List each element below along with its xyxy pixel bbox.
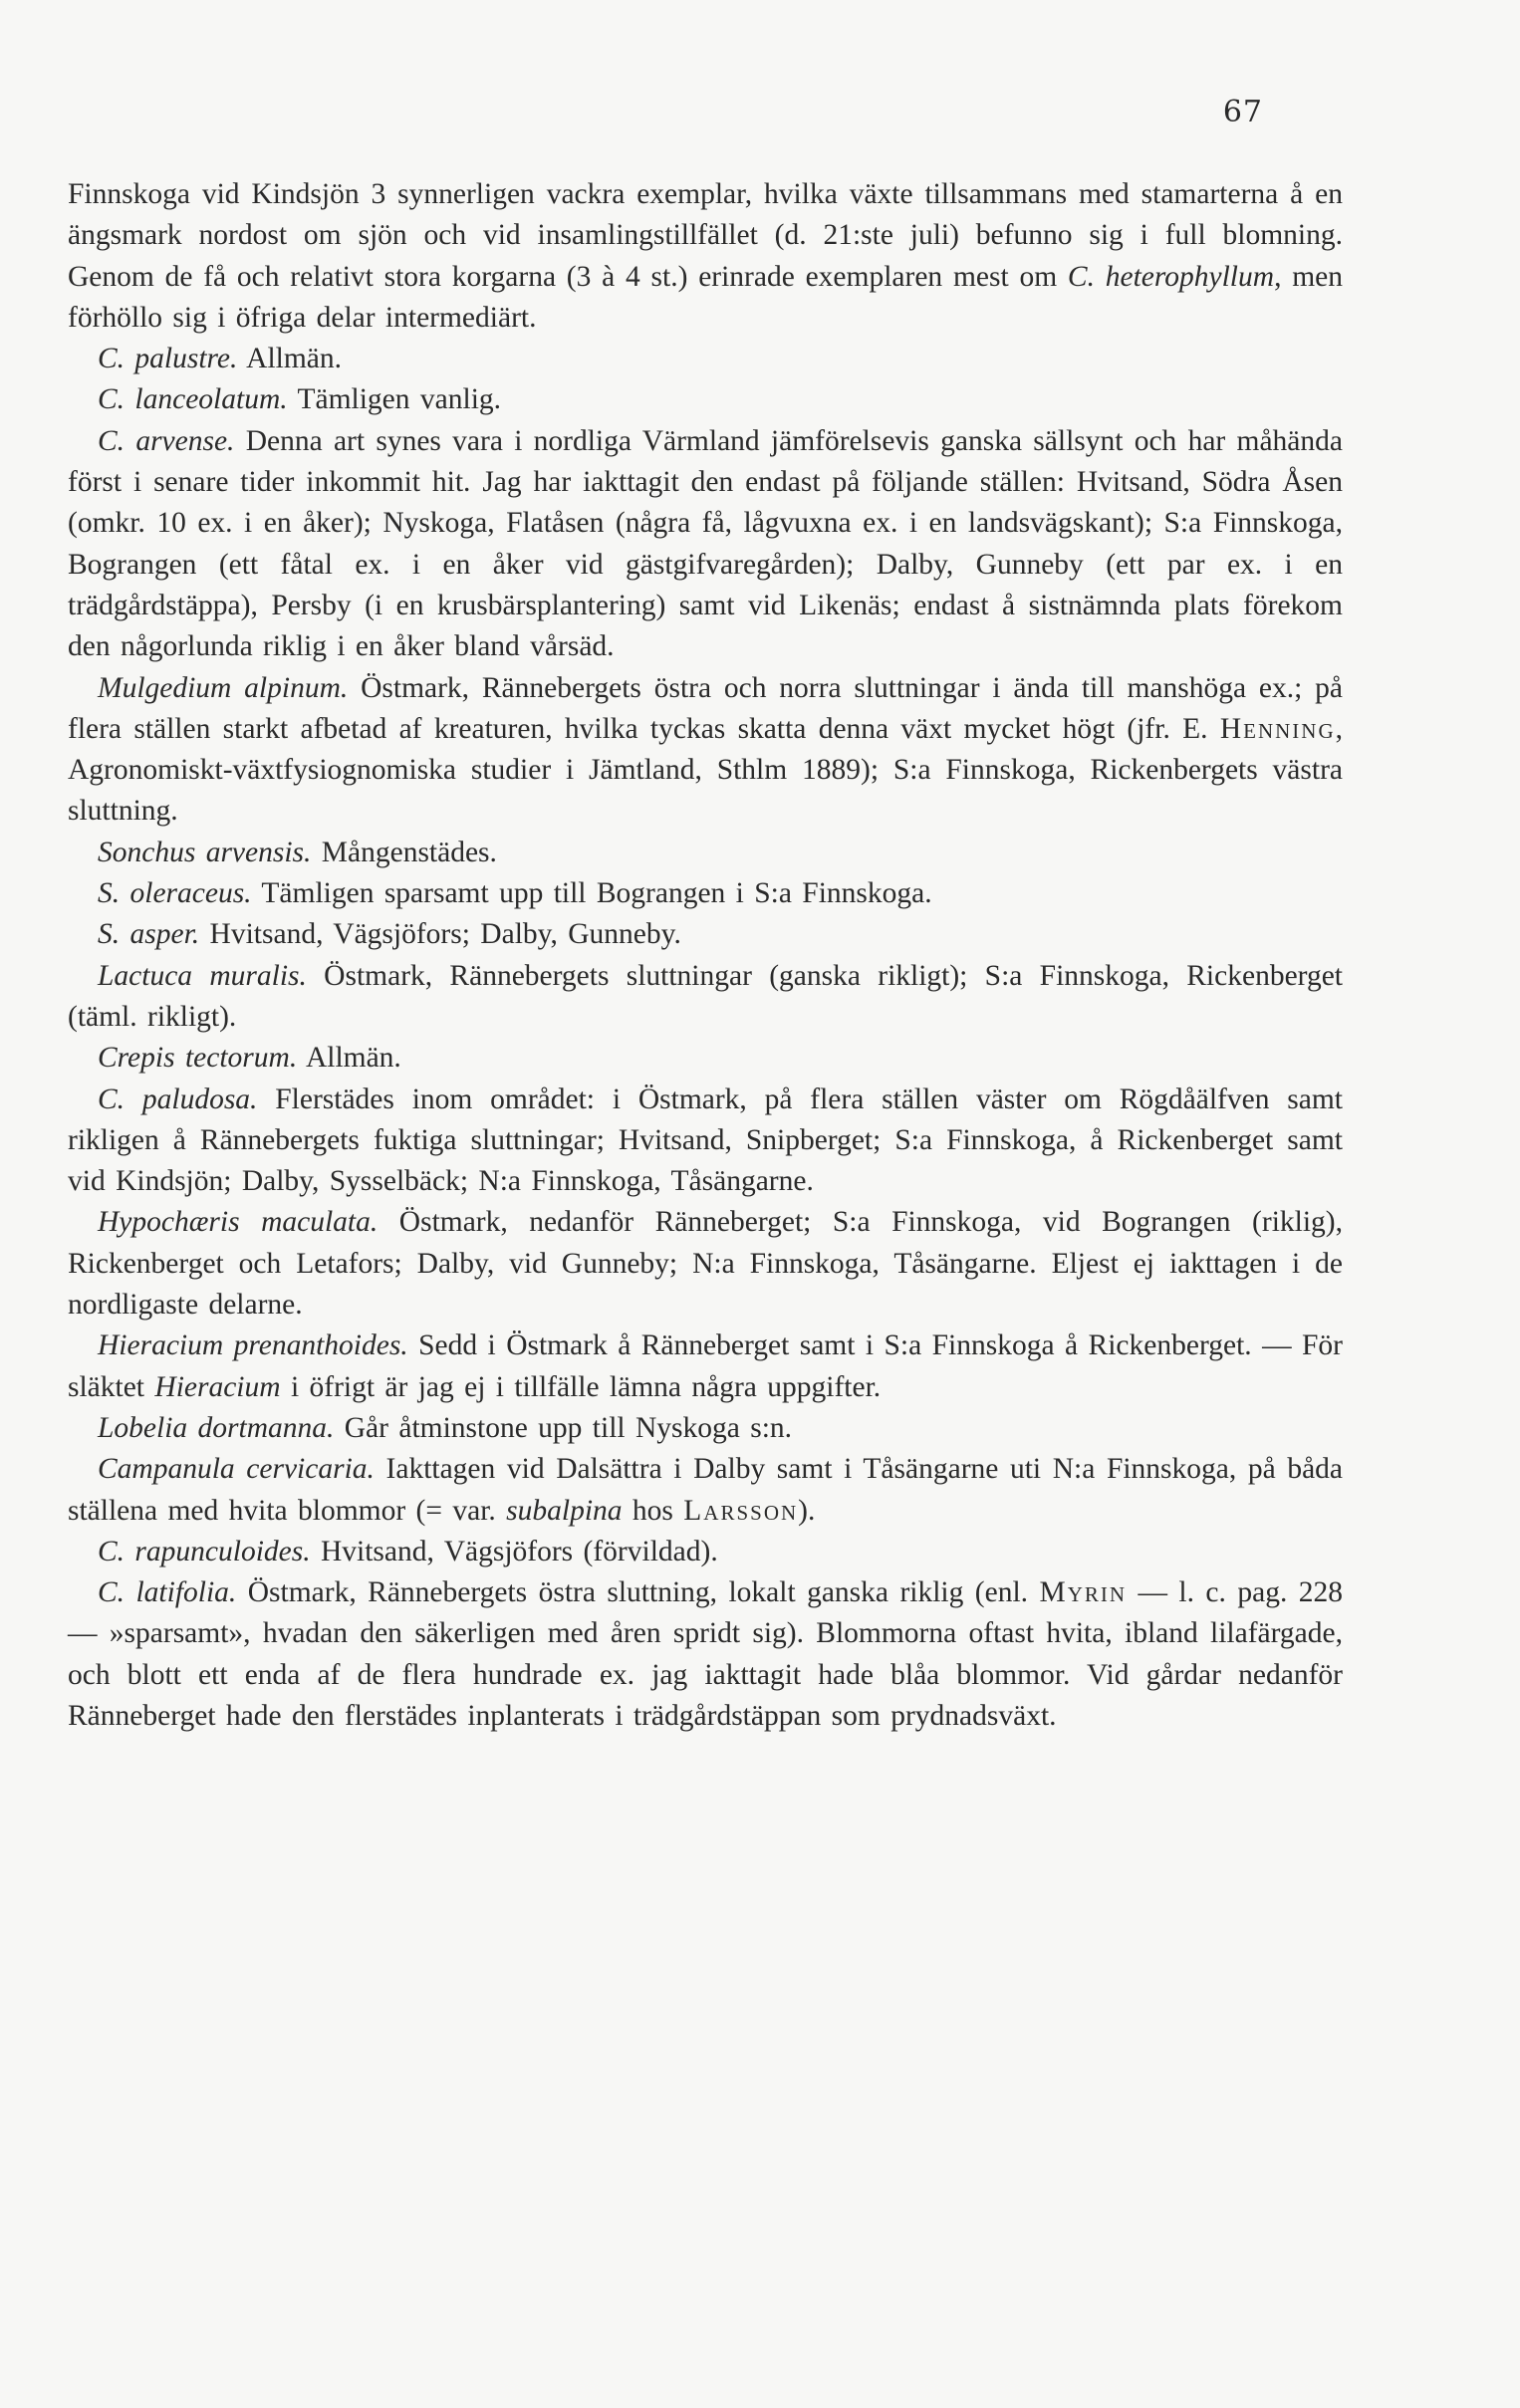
text-column <box>68 174 1343 1737</box>
entry-campanula-cervicaria <box>68 1449 1343 1532</box>
species-name: C. rapunculoides. <box>98 1535 311 1567</box>
species-name: Sonchus arvensis. <box>98 836 312 868</box>
entry-text: , Agronomiskt-växtfysiognomiska studier i Jämtland, Sthlm 1889); S:a Finnskoga, Rickenbergets västra sluttning. <box>68 712 1343 828</box>
species-reference: Hieracium <box>154 1370 281 1403</box>
entry-cirsium-palustre <box>68 339 1343 379</box>
entry-campanula-latifolia <box>68 1572 1343 1737</box>
entry-text: Hvitsand, Vägsjöfors (förvildad). <box>310 1535 718 1567</box>
entry-text: Iakttagen vid Dalsättra i Dalby samt i Tåsängarne uti N:a Finnskoga, på båda ställena med hvita blommor (= var. <box>68 1453 1344 1527</box>
page-number: 67 <box>1222 95 1263 129</box>
entry-text: Sedd i Östmark å Ränneberget samt i S:a Finnskoga å Rickenberget. — För släktet <box>68 1329 1343 1403</box>
species-name: S. oleraceus. <box>98 877 252 910</box>
species-name: S. asper. <box>98 918 200 951</box>
entry-text: Östmark, Rännebergets östra och norra sluttningar i ända till manshöga ex.; på flera ställen starkt afbetad af kreaturen, hvilka tyckas skatta denna växt mycket högt (jfr. E. <box>68 671 1344 745</box>
species-name: C. latifolia. <box>98 1576 237 1609</box>
species-name: C. palustre. <box>98 343 238 375</box>
entry-text: Östmark, nedanför Ränneberget; S:a Finnskoga, vid Bograngen (riklig), Rickenberget och Letafors; Dalby, vid Gunneby; N:a Finnskoga, Tåsängarne. Eljest ej iakttagen i de nordligaste delarne. <box>68 1206 1343 1322</box>
entry-text: i öfrigt är jag ej i tillfälle lämna några uppgifter. <box>280 1370 882 1403</box>
entry-mulgedium-alpinum <box>68 668 1343 833</box>
entry-text: — l. c. pag. 228 — »sparsamt», hvadan den säkerligen med åren spridt sig). Blommorna oftast hvita, ibland lilafärgade, och blott ett enda af de flera hundrade ex. jag iakttagit hade blåa blommor. Vid gårdar nedanför Ränneberget hade den flerstädes inplanterats i trädgårdstäppan som prydnadsväxt. <box>68 1576 1344 1732</box>
entry-text: Östmark, Rännebergets östra sluttning, lokalt ganska riklig (enl. <box>236 1576 1040 1609</box>
species-reference: subalpina <box>506 1494 623 1527</box>
entry-hieracium-prenanthoides <box>68 1325 1343 1408</box>
entry-sonchus-oleraceus <box>68 873 1343 914</box>
entry-cirsium-arvense <box>68 421 1343 668</box>
species-name: Lobelia dortmanna. <box>98 1411 335 1444</box>
entry-campanula-rapunculoides <box>68 1532 1343 1572</box>
entry-carduus-heterophyllum-continued <box>68 174 1343 339</box>
entry-sonchus-asper <box>68 914 1343 955</box>
species-name: C. paludosa. <box>98 1083 258 1115</box>
author-name: Myrin <box>1039 1576 1128 1609</box>
species-reference: C. heterophyllum <box>1067 260 1275 293</box>
author-name: Larsson <box>683 1494 799 1527</box>
species-name: Hypochæris maculata. <box>98 1206 379 1239</box>
species-name: Campanula cervicaria. <box>98 1453 375 1486</box>
entry-text: hos <box>622 1494 684 1527</box>
entry-sonchus-arvensis <box>68 833 1343 873</box>
entry-text: Mångenstädes. <box>311 836 497 868</box>
entry-text: Östmark, Rännebergets sluttningar (ganska rikligt); S:a Finnskoga, Rickenberget (täml. rikligt). <box>68 959 1343 1033</box>
entry-hypochaeris-maculata <box>68 1202 1343 1325</box>
species-name: Crepis tectorum. <box>98 1042 298 1075</box>
entry-lactuca-muralis <box>68 956 1343 1039</box>
species-name: Mulgedium alpinum. <box>98 671 349 704</box>
entry-lobelia-dortmanna <box>68 1408 1343 1449</box>
species-name: C. lanceolatum. <box>98 383 288 416</box>
entry-text: Allmän. <box>237 343 343 375</box>
entry-crepis-paludosa <box>68 1080 1343 1203</box>
species-name: C. arvense. <box>98 424 235 457</box>
entry-text: Hvitsand, Vägsjöfors; Dalby, Gunneby. <box>199 918 681 951</box>
entry-text: Flerstädes inom området: i Östmark, på flera ställen väster om Rögdåälfven samt rikligen å Rännebergets fuktiga sluttningar; Hvitsand, Snipberget; S:a Finnskoga, å Rickenberget samt vid Kindsjön; Dalby, Sysselbäck; N:a Finnskoga, Tåsängarne. <box>68 1083 1343 1198</box>
entry-text: Denna art synes vara i nordliga Värmland jämförelsevis ganska sällsynt och har måhända först i senare tider inkommit hit. Jag har iakttagit den endast på följande ställen: Hvitsand, Södra Åsen (omkr. 10 ex. i en åker); Nyskoga, Flatåsen (några få, lågvuxna ex. i en landsvägskant); S:a Finnskoga, Bograngen (ett fåtal ex. i en åker vid gästgifvaregården); Dalby, Gunneby (ett par ex. i en trädgårdstäppa), Persby (i en krusbärsplantering) samt vid Likenäs; endast å sistnämnda plats förekom den någorlunda riklig i en åker bland vårsäd. <box>68 424 1343 663</box>
entry-text: Tämligen sparsamt upp till Bograngen i S:a Finnskoga. <box>251 877 932 910</box>
entry-cirsium-lanceolatum <box>68 379 1343 420</box>
entry-text: Finnskoga vid Kindsjön 3 synnerligen vackra exemplar, hvilka växte tillsammans med stamarterna å en ängsmark nordost om sjön och vid insamlingstillfället (d. 21:ste juli) befunno sig i full blomning. Genom de få och relativt stora korgarna (3 à 4 st.) erinrade exemplaren mest om <box>68 178 1343 293</box>
author-name: Henning <box>1219 712 1336 745</box>
entry-text: Tämligen vanlig. <box>287 383 502 416</box>
entry-text: Går åtminstone upp till Nyskoga s:n. <box>334 1411 793 1444</box>
entry-text: ). <box>798 1494 816 1527</box>
entry-crepis-tectorum <box>68 1038 1343 1079</box>
species-name: Lactuca muralis. <box>98 959 307 992</box>
species-name: Hieracium prenanthoides. <box>98 1329 408 1362</box>
entry-text: Allmän. <box>297 1042 401 1075</box>
entry-text: , men förhöllo sig i öfriga delar intermediärt. <box>68 260 1344 334</box>
